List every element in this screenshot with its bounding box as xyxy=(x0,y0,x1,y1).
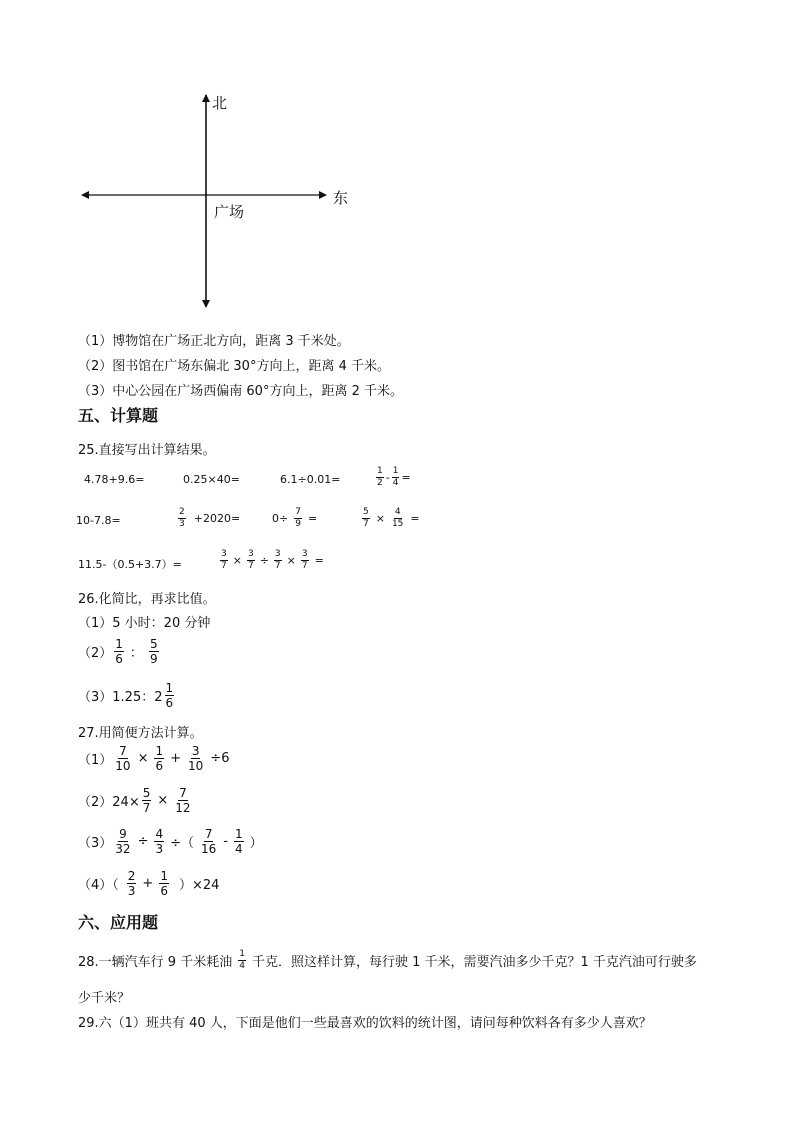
question-item: 少千米？ xyxy=(78,991,131,1006)
calc-item: 0÷ $\frac{7}{9}$ = xyxy=(272,507,318,529)
section-title: 五、计算题 xyxy=(78,406,159,425)
compass-item: （1）博物馆在广场正北方向，距离 3 千米处。 xyxy=(78,334,350,349)
center-label: 广场 xyxy=(214,203,245,221)
calc-item: 0.25×40= xyxy=(183,473,240,486)
calc-item: $\frac{3}{7}$ × $\frac{3}{7}$ ÷ $\frac{3}{7}$ × $\frac{3}{7}$ = xyxy=(221,549,324,571)
compass-item: （3）中心公园在广场西偏南 60°方向上，距离 2 千米。 xyxy=(78,384,403,399)
calc-item: 10-7.8= xyxy=(76,514,121,527)
calc-item: 4.78+9.6= xyxy=(84,473,145,486)
question-item: （2）24× $\frac{5}{7}$ × $\frac{7}{12}$ xyxy=(78,786,191,815)
question-item: （1） $\frac{7}{10}$ × $\frac{1}{6}$ + $\frac{3}{10}$ ÷6 xyxy=(78,744,230,773)
calc-item: 11.5-（0.5+3.7）= xyxy=(78,558,182,571)
section-title: 六、应用题 xyxy=(78,913,159,932)
north-label: 北 xyxy=(212,94,228,112)
question-prompt: 26.化简比，再求比值。 xyxy=(78,592,216,607)
calc-item: $\frac{2}{3}$ +2020= xyxy=(179,507,241,529)
calc-item: $\frac{5}{7}$ × $\frac{4}{15}$ = xyxy=(363,507,420,529)
question-prompt: 27.用简便方法计算。 xyxy=(78,726,203,741)
question-item: 28.一辆汽车行 9 千米耗油 $\frac{1}{4}$ 千克．照这样计算，每行驶 1 千米，需要汽油多少千克？1 千克汽油可行驶多 xyxy=(78,949,697,971)
calc-item: 6.1÷0.01= xyxy=(280,473,341,486)
question-item: （1）5 小时：20 分钟 xyxy=(78,616,211,631)
question-item: 29.六（1）班共有 40 人，下面是他们一些最喜欢的饮料的统计图，请问每种饮料各有多少人喜欢？ xyxy=(78,1016,652,1031)
question-prompt: 25.直接写出计算结果。 xyxy=(78,443,216,458)
question-item: （2） $\frac{1}{6}$ ： $\frac{5}{9}$ xyxy=(78,637,158,666)
compass-item: （2）图书馆在广场东偏北 30°方向上，距离 4 千米。 xyxy=(78,359,390,374)
calc-item: $\frac{1}{2}$ - $\frac{1}{4}$ = xyxy=(377,466,411,488)
question-item: （3） $\frac{9}{32}$ ÷ $\frac{4}{3}$ ÷（ $\frac{7}{16}$ - $\frac{1}{4}$ ） xyxy=(78,827,263,856)
compass-diagram xyxy=(0,0,794,320)
east-label: 东 xyxy=(333,189,349,207)
question-item: （4）（ $\frac{2}{3}$ + $\frac{1}{6}$ ）×24 xyxy=(78,869,220,898)
question-item: （3）1.25：2 $\frac{1}{6}$ xyxy=(78,681,174,710)
